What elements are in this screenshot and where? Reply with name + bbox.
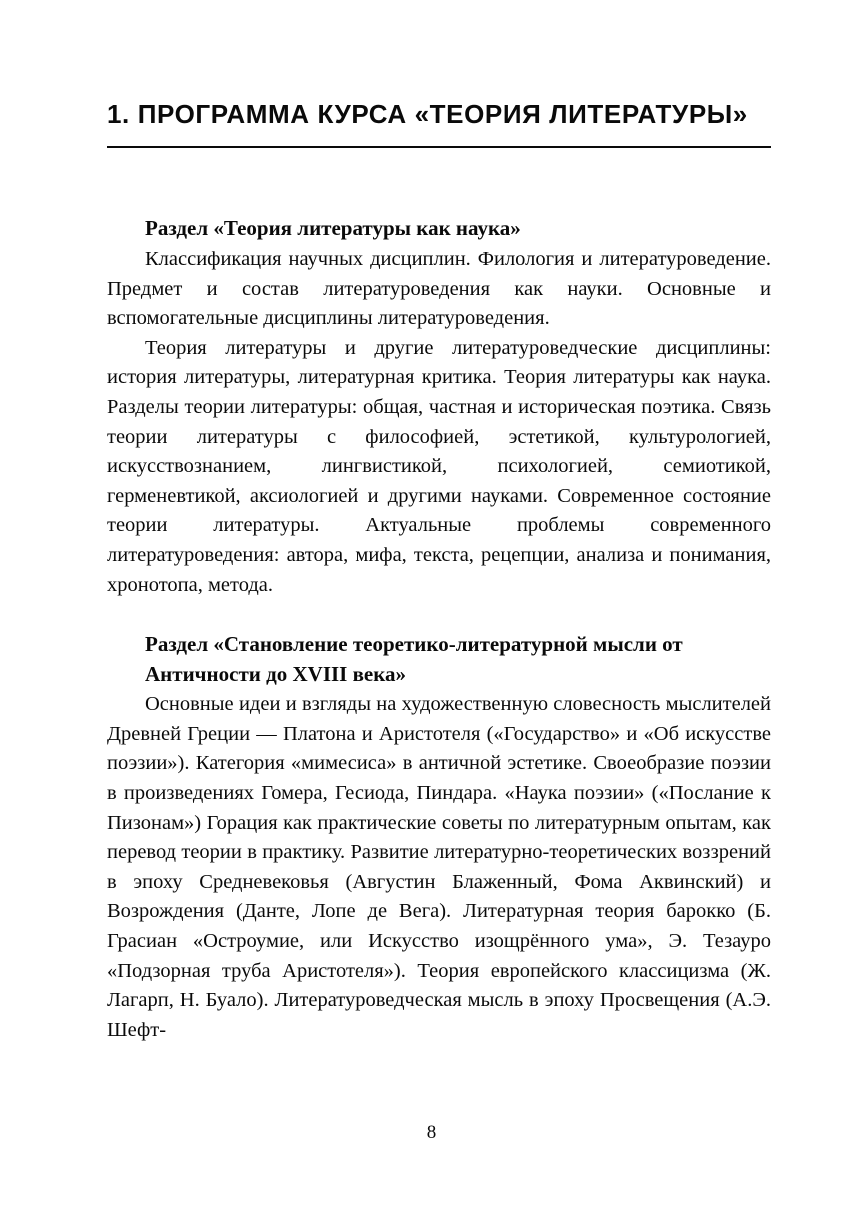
- section-formation-of-theory: [107, 630, 771, 1045]
- paragraph: Основные идеи и взгляды на художественную словесность мыслителей Древней Греции — Платона и Аристотеля («Государство» и «Об искусстве поэзии»). Категория «мимесиса» в античной эстетике. Своеобразие поэзии в произведениях Гомера, Гесиода, Пиндара. «Наука поэзии» («Послание к Пизонам») Горация как практические советы по литературным опытам, как перевод теории в практику. Развитие литературно-теоретических воззрений в эпоху Средневековья (Августин Блаженный, Фома Аквинский) и Возрождения (Данте, Лопе де Вега). Литературная теория барокко (Б. Грасиан «Остроумие, или Искусство изощрённого ума», Э. Тезауро «Подзорная труба Аристотеля»). Теория европейского классицизма (Ж. Лагарп, Н. Буало). Литературоведческая мысль в эпоху Просвещения (А.Э. Шефт-: [107, 693, 771, 1041]
- page-number: 8: [426, 1122, 437, 1143]
- paragraph: Теория литературы и другие литературоведческие дисциплины: история литературы, литературная критика. Теория литературы как наука. Разделы теории литературы: общая, частная и историческая поэтика. Связь теории литературы с философией, эстетикой, культурологией, искусствознанием, лингвистикой, психологией, семиотикой, герменевтикой, аксиологией и другими науками. Современное состояние теории литературы. Актуальные проблемы современного литературоведения: автора, мифа, текста, рецепции, анализа и понимания, хронотопа, метода.: [107, 336, 771, 596]
- chapter-title: 1. ПРОГРАММА КУРСА «ТЕОРИЯ ЛИТЕРАТУРЫ»: [107, 99, 748, 129]
- page-content: [107, 0, 771, 1045]
- section-heading-formation: Раздел «Становление теоретико-литературной мысли от Античности до XVIII века»: [145, 632, 683, 686]
- section-theory-as-science: [107, 214, 771, 600]
- title-rule: [107, 146, 771, 149]
- paragraph: Классификация научных дисциплин. Филология и литературоведение. Предмет и состав литературоведения как науки. Основные и вспомогательные дисциплины литературоведения.: [107, 247, 771, 330]
- section-heading-theory-as-science: Раздел «Теория литературы как наука»: [145, 216, 521, 241]
